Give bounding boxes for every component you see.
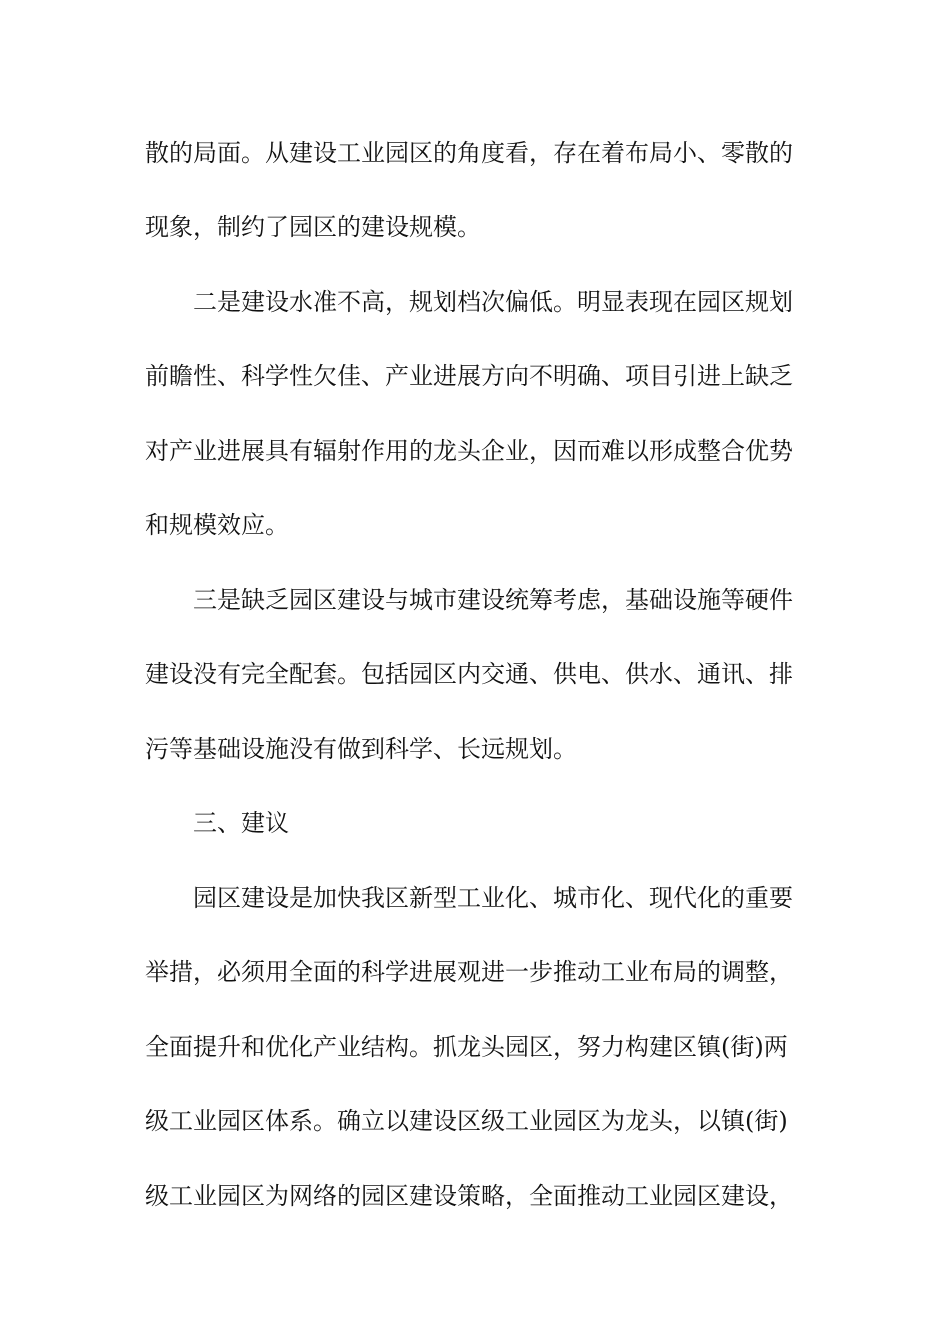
paragraph-line: 散的局面。从建设工业园区的角度看，存在着布局小、零散的 [145, 139, 793, 167]
paragraph-line: 三是缺乏园区建设与城市建设统筹考虑，基础设施等硬件 [193, 586, 793, 614]
paragraph-line: 现象，制约了园区的建设规模。 [145, 213, 481, 241]
paragraph-line: 举措，必须用全面的科学进展观进一步推动工业布局的调整， [145, 958, 793, 986]
paragraph-line: 级工业园区为网络的园区建设策略，全面推动工业园区建设， [145, 1182, 793, 1210]
paragraph-line: 二是建设水准不高，规划档次偏低。明显表现在园区规划 [193, 288, 793, 316]
section-heading: 三、建议 [193, 809, 289, 837]
paragraph-line: 建设没有完全配套。包括园区内交通、供电、供水、通讯、排 [145, 660, 793, 688]
paragraph-line: 和规模效应。 [145, 511, 289, 539]
paragraph-line: 前瞻性、科学性欠佳、产业进展方向不明确、项目引进上缺乏 [145, 362, 793, 390]
paragraph-line: 级工业园区体系。确立以建设区级工业园区为龙头，以镇(街) [145, 1107, 788, 1135]
paragraph-line: 污等基础设施没有做到科学、长远规划。 [145, 735, 577, 763]
paragraph-line: 对产业进展具有辐射作用的龙头企业，因而难以形成整合优势 [145, 437, 793, 465]
paragraph-line: 全面提升和优化产业结构。抓龙头园区，努力构建区镇(街)两 [145, 1033, 788, 1061]
paragraph-line: 园区建设是加快我区新型工业化、城市化、现代化的重要 [193, 884, 793, 912]
